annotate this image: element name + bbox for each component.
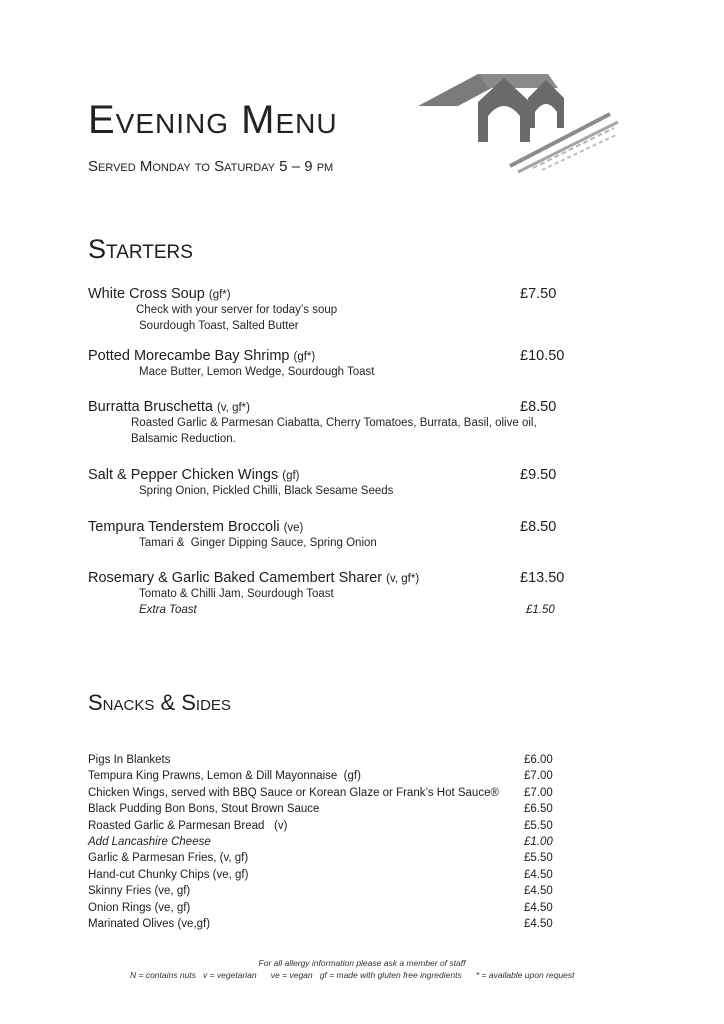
side-name: Black Pudding Bon Bons, Stout Brown Sauce xyxy=(88,803,320,816)
extra-label: Extra Toast xyxy=(139,604,197,616)
side-price: £4.50 xyxy=(524,868,553,881)
side-price: £5.50 xyxy=(524,852,553,865)
dietary-key: N = contains nuts v = vegetarian ve = vegan gf = made with gluten free ingredients * = available upon request xyxy=(130,970,575,980)
allergy-note: For all allergy information please ask a member of staff xyxy=(258,958,466,968)
starter-item xyxy=(88,570,648,618)
side-item xyxy=(88,834,568,850)
side-item xyxy=(88,752,568,768)
side-price: £7.00 xyxy=(524,786,553,799)
starter-price: £8.50 xyxy=(520,519,557,535)
starters-list xyxy=(88,286,648,618)
starter-item xyxy=(88,467,648,519)
side-name: Onion Rings (ve, gf) xyxy=(88,901,191,914)
sides-list xyxy=(88,752,568,932)
side-name: Roasted Garlic & Parmesan Bread (v) xyxy=(88,819,288,832)
side-price: £6.50 xyxy=(524,803,553,816)
side-price: £1.00 xyxy=(524,835,553,848)
starter-name: Burratta Bruschetta (v, gf*) xyxy=(88,399,250,415)
starter-desc: Sourdough Toast, Salted Butter xyxy=(139,320,299,332)
starter-price: £9.50 xyxy=(520,467,557,483)
side-item xyxy=(88,916,568,932)
extra-option xyxy=(139,602,648,618)
starter-name: Potted Morecambe Bay Shrimp (gf*) xyxy=(88,348,316,364)
building-outline-icon xyxy=(418,58,622,176)
starter-name: White Cross Soup (gf*) xyxy=(88,286,231,302)
starter-desc: Spring Onion, Pickled Chilli, Black Sesame Seeds xyxy=(139,485,394,497)
side-name: Pigs In Blankets xyxy=(88,754,171,766)
side-name: Garlic & Parmesan Fries, (v, gf) xyxy=(88,852,249,865)
starter-name: Rosemary & Garlic Baked Camembert Sharer (v, gf*) xyxy=(88,570,420,586)
starter-desc: Tamari & Ginger Dipping Sauce, Spring Onion xyxy=(139,537,377,549)
starter-name: Tempura Tenderstem Broccoli (ve) xyxy=(88,519,304,535)
side-item xyxy=(88,801,568,817)
side-item xyxy=(88,850,568,866)
sides-heading: Snacks & Sides xyxy=(88,690,231,715)
starter-desc: Roasted Garlic & Parmesan Ciabatta, Cherry Tomatoes, Burrata, Basil, olive oil, xyxy=(131,417,537,429)
side-item xyxy=(88,818,568,834)
side-name: Add Lancashire Cheese xyxy=(88,835,211,848)
side-name: Hand-cut Chunky Chips (ve, gf) xyxy=(88,868,249,881)
side-item xyxy=(88,785,568,801)
starter-name: Salt & Pepper Chicken Wings (gf) xyxy=(88,467,300,483)
side-item xyxy=(88,900,568,916)
side-price: £5.50 xyxy=(524,819,553,832)
starter-desc: Balsamic Reduction. xyxy=(131,433,236,445)
starter-price: £7.50 xyxy=(520,286,557,302)
side-price: £7.00 xyxy=(524,770,553,783)
starters-heading: Starters xyxy=(88,234,193,264)
side-item xyxy=(88,867,568,883)
side-name: Marinated Olives (ve,gf) xyxy=(88,917,211,930)
starter-price: £13.50 xyxy=(520,570,565,586)
side-price: £4.50 xyxy=(524,885,553,898)
side-name: Skinny Fries (ve, gf) xyxy=(88,885,191,898)
starter-desc: Tomato & Chilli Jam, Sourdough Toast xyxy=(139,588,334,600)
starter-desc: Check with your server for today’s soup xyxy=(136,304,338,316)
starter-item xyxy=(88,348,648,399)
starter-price: £10.50 xyxy=(520,348,565,364)
side-price: £4.50 xyxy=(524,901,553,914)
extra-price: £1.50 xyxy=(526,604,555,616)
side-item xyxy=(88,768,568,784)
side-name: Chicken Wings, served with BBQ Sauce or Korean Glaze or Frank’s Hot Sauce® xyxy=(88,786,499,799)
side-price: £6.00 xyxy=(524,754,553,766)
served-times: Served Monday to Saturday 5 – 9 pm xyxy=(88,158,334,175)
starter-item xyxy=(88,519,648,570)
menu-title: Evening Menu xyxy=(88,98,338,142)
starter-item xyxy=(88,399,648,467)
side-item xyxy=(88,883,568,899)
side-price: £4.50 xyxy=(524,917,553,930)
starter-item xyxy=(88,286,648,348)
starter-price: £8.50 xyxy=(520,399,557,415)
side-name: Tempura King Prawns, Lemon & Dill Mayonnaise (gf) xyxy=(88,770,361,783)
starter-desc: Mace Butter, Lemon Wedge, Sourdough Toast xyxy=(139,366,375,378)
